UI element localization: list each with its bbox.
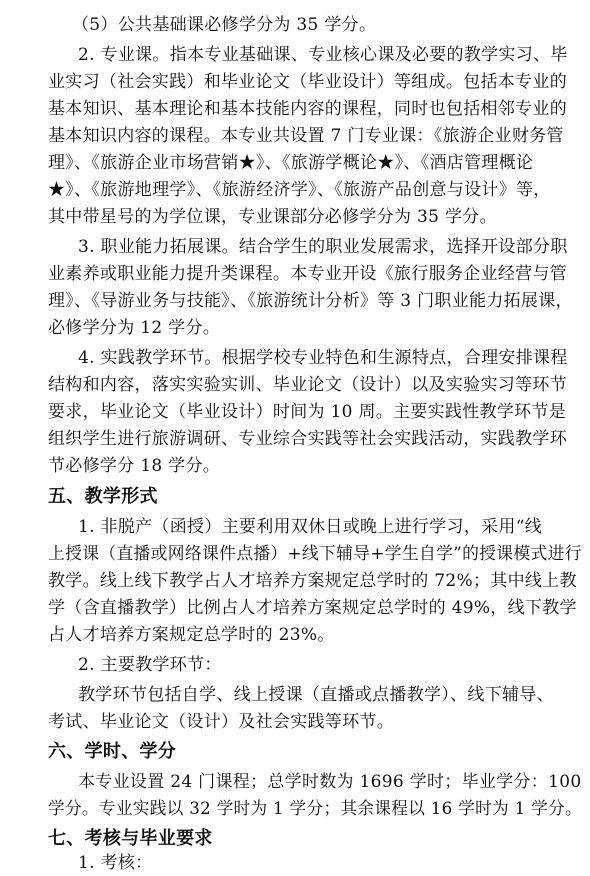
text-line: 组织学生进行旅游调研、专业综合实践等社会实践活动，实践教学环 <box>48 429 567 449</box>
text-line: 业素养或职业能力提升类课程。本专业开设《旅行服务企业经营与管 <box>48 264 567 284</box>
text-line: 2. 主要教学环节： <box>78 655 222 675</box>
text-line: 业实习（社会实践）和毕业论文（毕业设计）等组成。包括本专业的 <box>48 72 567 92</box>
section-heading: 七、考核与毕业要求 <box>48 828 213 849</box>
text-line: 基本知识内容的课程。本专业共设置 7 门专业课：《旅游企业财务管 <box>48 126 564 146</box>
text-line: 结构和内容，落实实验实训、毕业论文（设计）以及实验实习等环节 <box>48 375 567 395</box>
text-line: 1. 非脱产（函授）主要利用双休日或晚上进行学习，采用“线 <box>78 517 543 537</box>
text-line: 4. 实践教学环节。根据学校专业特色和生源特点，合理安排课程 <box>78 348 568 368</box>
text-line: 1. 考核： <box>78 853 153 873</box>
text-line: 其中带星号的为学位课，专业课部分必修学分为 35 学分。 <box>48 207 497 227</box>
text-line: 必修学分为 12 学分。 <box>48 318 221 338</box>
text-line: 学（含直播教学）比例占人才培养方案规定总学时的 49%，线下教学 <box>48 598 577 618</box>
text-line: 基本知识、基本理论和基本技能内容的课程，同时也包括相邻专业的 <box>48 99 567 119</box>
text-line: 要求，毕业论文（毕业设计）时间为 10 周。主要实践性教学环节是 <box>48 402 567 422</box>
text-line: （5）公共基础课必修学分为 35 学分。 <box>72 15 377 35</box>
text-line: ★》、《旅游地理学》、《旅游经济学》、《旅游产品创意与设计》等， <box>48 180 551 200</box>
text-line: 理》、《旅游企业市场营销★》、《旅游学概论★》、《酒店管理概论 <box>48 153 534 173</box>
text-line: 学分。专业实践以 32 学时为 1 学分；其余课程以 16 学时为 1 学分。 <box>48 799 582 819</box>
section-heading: 五、教学形式 <box>48 486 158 507</box>
text-line: 教学环节包括自学、线上授课（直播或点播教学）、线下辅导、 <box>78 685 554 705</box>
text-line: 占人才培养方案规定总学时的 23%。 <box>48 625 335 645</box>
text-line: 本专业设置 24 门课程；总学时数为 1696 学时；毕业学分：100 <box>78 772 582 792</box>
text-line: 上授课（直播或网络课件点播）+线下辅导+学生自学”的授课模式进行 <box>48 544 582 564</box>
text-line: 节必修学分 18 学分。 <box>48 456 221 476</box>
text-line: 考试、毕业论文（设计）及社会实践等环节。 <box>48 712 394 732</box>
text-line: 2. 专业课。指本专业基础课、专业核心课及必要的教学实习、毕 <box>78 45 568 65</box>
text-line: 理》、《导游业务与技能》、《旅游统计分析》等 3 门职业能力拓展课， <box>48 291 573 311</box>
text-line: 教学。线上线下教学占人才培养方案规定总学时的 72%；其中线上教 <box>48 571 577 591</box>
text-line: 3. 职业能力拓展课。结合学生的职业发展需求，选择开设部分职 <box>78 237 568 257</box>
section-heading: 六、学时、学分 <box>48 741 177 762</box>
